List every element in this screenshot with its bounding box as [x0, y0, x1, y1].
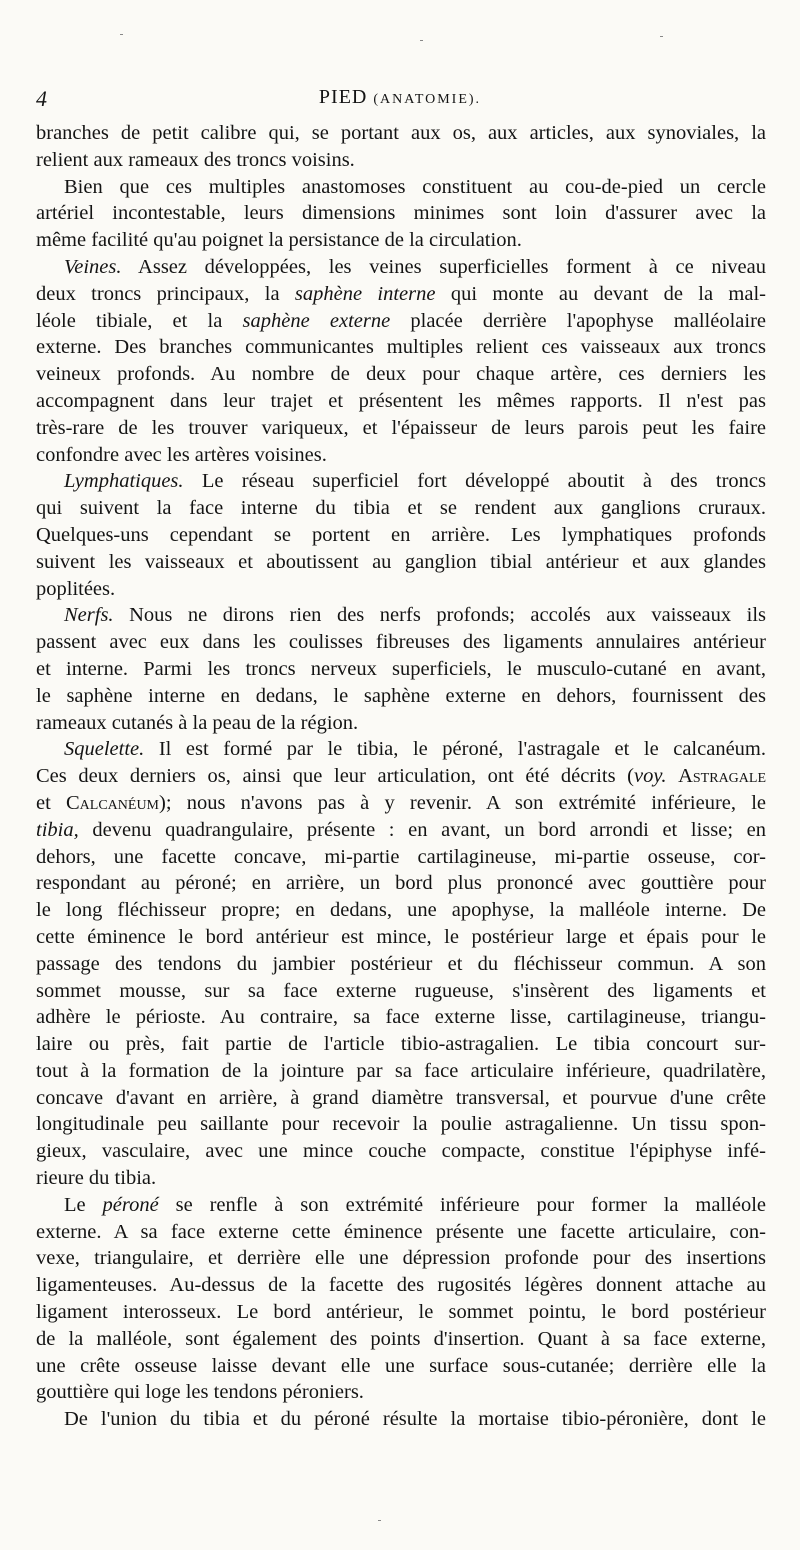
text-run: passage des tendons du jambier postérieur et du fléchisseur commun. A son	[36, 952, 766, 975]
text-run: gouttière qui loge les tendons péroniers.	[36, 1381, 364, 1404]
running-header	[36, 86, 764, 116]
text-run: même facilité qu'au poignet la persistance de la circulation.	[36, 229, 522, 252]
text-run: Bien que ces multiples anastomoses constituent au cou-de-pied un cercle	[64, 175, 766, 198]
text-run: Le	[64, 1193, 103, 1216]
text-line	[36, 656, 766, 683]
text-line	[36, 1299, 766, 1326]
text-line	[36, 334, 766, 361]
small-caps-term: Astragale	[678, 765, 766, 788]
text-line	[36, 1406, 766, 1433]
text-line	[36, 1165, 766, 1192]
text-line	[36, 200, 766, 227]
running-title	[36, 86, 764, 109]
text-line	[36, 1192, 766, 1219]
text-line	[36, 897, 766, 924]
text-run: qui monte au devant de la mal-	[435, 282, 766, 305]
text-run: très-rare de les trouver variqueux, et l'épaisseur de leurs parois peut les faire	[36, 416, 766, 439]
small-caps-term: Calcanéum	[66, 791, 160, 814]
text-line	[36, 254, 766, 281]
text-line	[36, 308, 766, 335]
text-line	[36, 442, 766, 469]
text-line	[36, 522, 766, 549]
text-run: qui suivent la face interne du tibia et se rendent aux ganglions cruraux.	[36, 497, 766, 520]
text-run: se renfle à son extrémité inférieure pour former la malléole	[158, 1193, 766, 1216]
text-line	[36, 227, 766, 254]
text-run: externe. A sa face externe cette éminence présente une facette articulaire, con-	[36, 1220, 766, 1243]
text-run: respondant au péroné; en arrière, un bord plus prononcé avec gouttière pour	[36, 872, 766, 895]
text-line	[36, 1245, 766, 1272]
text-line	[36, 120, 766, 147]
text-run: sommet mousse, sur sa face externe rugueuse, s'insèrent des ligaments et	[36, 979, 766, 1002]
text-run: devenu quadrangulaire, présente : en avant, un bord arrondi et lisse; en	[78, 818, 766, 841]
text-line	[36, 1138, 766, 1165]
text-run	[666, 765, 678, 787]
text-run: de la malléole, sont également des points d'insertion. Quant à sa face externe,	[36, 1327, 766, 1350]
text-run: et	[36, 791, 66, 814]
text-line	[36, 388, 766, 415]
scan-speck	[378, 1520, 381, 1521]
running-title-sub: (ANATOMIE).	[373, 92, 482, 107]
text-run: De l'union du tibia et du péroné résulte la mortaise tibio-péronière, dont le	[64, 1408, 766, 1431]
text-line	[36, 1058, 766, 1085]
text-line	[36, 495, 766, 522]
italic-term: Nerfs.	[64, 604, 114, 627]
text-run: léole tibiale, et la	[36, 309, 243, 332]
italic-term: Squelette.	[64, 738, 145, 761]
text-run: Assez développées, les veines superficielles forment à ce niveau	[121, 255, 766, 278]
italic-term: péroné	[102, 1193, 159, 1216]
italic-term: voy.	[634, 765, 667, 788]
text-line	[36, 281, 766, 308]
text-run: rieure du tibia.	[36, 1167, 157, 1190]
text-run: le long fléchisseur propre; en dedans, une apophyse, la malléole interne. De	[36, 899, 766, 922]
text-line	[36, 763, 766, 790]
text-line	[36, 415, 766, 442]
text-run: et interne. Parmi les troncs nerveux superficiels, le musculo-cutané en avant,	[36, 657, 766, 680]
text-run: longitudinale peu saillante pour recevoir la poulie astragalienne. Un tissu spon-	[36, 1113, 766, 1136]
body-text	[36, 120, 766, 1433]
text-run: Quelques-uns cependant se portent en arrière. Les lymphatiques profonds	[36, 523, 766, 546]
italic-term: Veines.	[64, 255, 122, 278]
text-line	[36, 602, 766, 629]
text-line	[36, 629, 766, 656]
text-run: adhère le périoste. Au contraire, sa face externe lisse, cartilagineuse, triangu-	[36, 1006, 766, 1029]
text-run: externe. Des branches communicantes multiples relient ces vaisseaux aux troncs	[36, 336, 766, 359]
text-line	[36, 549, 766, 576]
text-line	[36, 1111, 766, 1138]
scan-speck	[660, 36, 663, 37]
scan-speck	[420, 40, 423, 41]
text-line	[36, 1272, 766, 1299]
text-run: concave d'avant en arrière, à grand diamètre transversal, et pourvue d'une crête	[36, 1086, 766, 1109]
text-run: tout à la formation de la jointure par sa face articulaire inférieure, quadrilatère,	[36, 1059, 766, 1082]
text-line	[36, 817, 766, 844]
text-line	[36, 870, 766, 897]
text-run: Il est formé par le tibia, le péroné, l'astragale et le calcanéum.	[144, 738, 766, 761]
text-line	[36, 1085, 766, 1112]
text-line	[36, 924, 766, 951]
text-line	[36, 147, 766, 174]
text-line	[36, 174, 766, 201]
text-line	[36, 1031, 766, 1058]
text-run: accompagnent dans leur trajet et présentent les mêmes rapports. Il n'est pas	[36, 389, 766, 412]
text-run: confondre avec les artères voisines.	[36, 443, 327, 466]
italic-term: Lymphatiques.	[64, 470, 184, 493]
text-line	[36, 844, 766, 871]
text-line	[36, 1326, 766, 1353]
text-run: le saphène interne en dedans, le saphène externe en dehors, fournissent des	[36, 684, 766, 707]
text-line	[36, 468, 766, 495]
text-line	[36, 951, 766, 978]
text-line	[36, 1379, 766, 1406]
text-run: cette éminence le bord antérieur est mince, le postérieur large et épais pour le	[36, 925, 766, 948]
text-run: Nous ne dirons rien des nerfs profonds; accolés aux vaisseaux ils	[113, 604, 766, 627]
text-run: vexe, triangulaire, et derrière elle une dépression profonde pour des insertions	[36, 1247, 766, 1270]
text-run: veineux profonds. Au nombre de deux pour chaque artère, ces derniers les	[36, 363, 766, 386]
text-line	[36, 710, 766, 737]
text-run: poplitées.	[36, 577, 116, 600]
text-run: dehors, une facette concave, mi-partie cartilagineuse, mi-partie osseuse, cor-	[36, 845, 766, 868]
text-run: placée derrière l'apophyse malléolaire	[390, 309, 766, 332]
italic-term: tibia,	[36, 818, 79, 841]
text-run: laire ou près, fait partie de l'article tibio-astragalien. Le tibia concourt sur-	[36, 1033, 766, 1056]
text-line	[36, 736, 766, 763]
text-run: rameaux cutanés à la peau de la région.	[36, 711, 359, 734]
text-line	[36, 1353, 766, 1380]
text-line	[36, 576, 766, 603]
text-run: passent avec eux dans les coulisses fibreuses des ligaments annulaires antérieur	[36, 631, 766, 654]
text-run: branches de petit calibre qui, se portant aux os, aux articles, aux synoviales, la	[36, 122, 766, 144]
running-title-main: PIED	[318, 86, 368, 108]
text-line	[36, 1004, 766, 1031]
text-run: ligamenteuses. Au-dessus de la facette des rugosités légères donnent attache au	[36, 1274, 766, 1297]
scan-speck	[120, 34, 123, 35]
italic-term: saphène externe	[242, 309, 391, 332]
text-run: Le réseau superficiel fort développé aboutit à des troncs	[183, 470, 766, 493]
italic-term: saphène interne	[294, 282, 436, 305]
text-run: une crête osseuse laisse devant elle une surface sous-cutanée; derrière elle la	[36, 1354, 766, 1377]
text-run: gieux, vasculaire, avec une mince couche compacte, constitue l'épiphyse infé-	[36, 1140, 766, 1163]
text-run: Ces deux derniers os, ainsi que leur articulation, ont été décrits (	[36, 765, 635, 788]
text-run: ); nous n'avons pas à y revenir. A son extrémité inférieure, le	[159, 791, 766, 814]
text-run: ligament interosseux. Le bord antérieur, le sommet pointu, le bord postérieur	[36, 1301, 766, 1324]
text-line	[36, 361, 766, 388]
text-run: deux troncs principaux, la	[36, 282, 295, 305]
text-line	[36, 978, 766, 1005]
text-line	[36, 1219, 766, 1246]
text-run: artériel incontestable, leurs dimensions minimes sont loin d'assurer avec la	[36, 202, 766, 225]
text-run: relient aux rameaux des troncs voisins.	[36, 148, 355, 171]
page-number: 4	[36, 86, 47, 111]
text-line	[36, 683, 766, 710]
text-line	[36, 790, 766, 817]
text-run: suivent les vaisseaux et aboutissent au ganglion tibial antérieur et aux glandes	[36, 550, 766, 573]
